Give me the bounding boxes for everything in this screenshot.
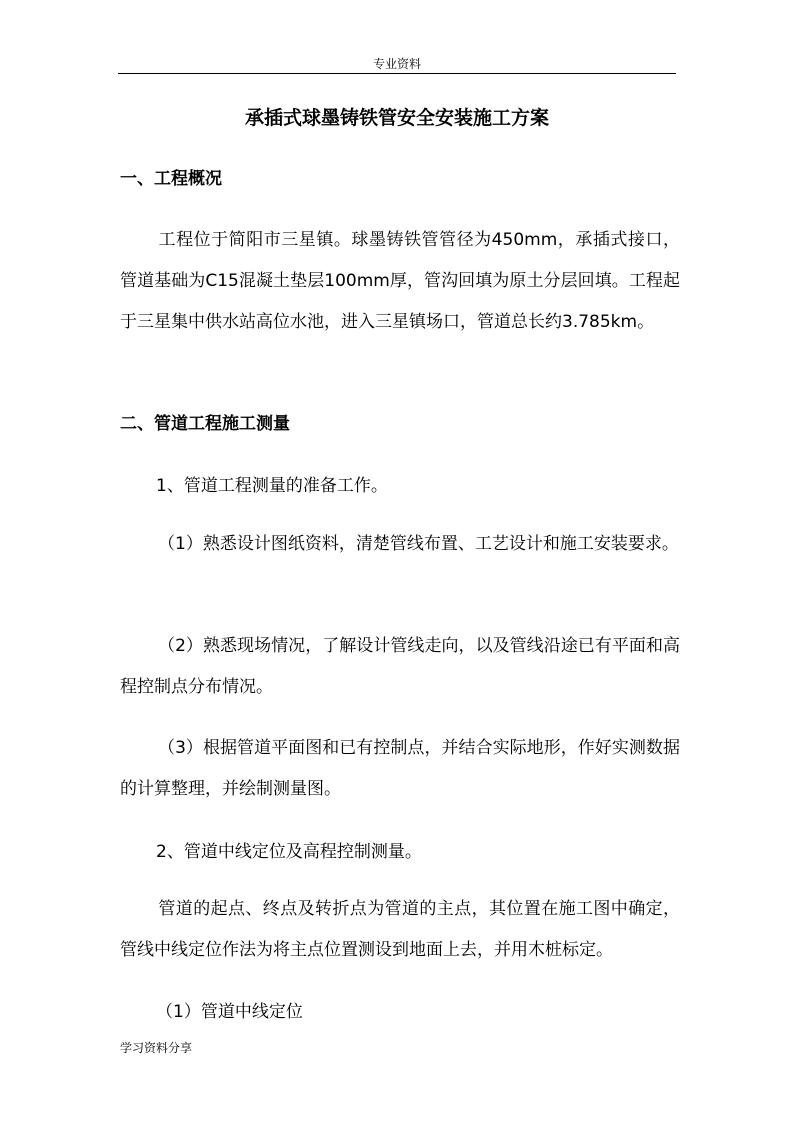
item-1-sub-3-text: （3）根据管道平面图和已有控制点，并结合实际地形，作好实测数据的计算整理，并绘制测量图。 xyxy=(120,738,680,799)
header-divider xyxy=(118,73,676,74)
item-1-sub-2 xyxy=(120,626,680,708)
item-1-label: 1、管道工程测量的准备工作。 xyxy=(156,476,388,496)
section-2-heading: 二、管道工程施工测量 xyxy=(120,414,290,434)
item-1-sub-3 xyxy=(120,728,680,810)
item-2-label: 2、管道中线定位及高程控制测量。 xyxy=(156,842,422,862)
document-title: 承插式球墨铸铁管安全安装施工方案 xyxy=(244,107,549,129)
item-1-sub-1 xyxy=(120,524,680,565)
item-2-sub-1-heading: （1）管道中线定位 xyxy=(156,1002,303,1022)
section-1-heading: 一、工程概况 xyxy=(120,169,222,189)
page-header: 专业资料 xyxy=(372,57,421,71)
section-1-paragraph-text: 工程位于简阳市三星镇。球墨铸铁管管径为450mm，承插式接口，管道基础为C15混凝土垫层100mm厚，管沟回填为原土分层回填。工程起于三星集中供水站高位水池，进入三星镇场口，管道总长约3.785km。 xyxy=(120,230,680,332)
item-2-paragraph-text: 管道的起点、终点及转折点为管道的主点，其位置在施工图中确定，管线中线定位作法为将主点位置测设到地面上去，并用木桩标定。 xyxy=(120,899,680,960)
item-1-sub-2-text: （2）熟悉现场情况，了解设计管线走向，以及管线沿途已有平面和高程控制点分布情况。 xyxy=(120,636,680,697)
section-1-paragraph xyxy=(120,220,680,343)
page-footer: 学习资料分享 xyxy=(120,1041,193,1055)
item-2-paragraph xyxy=(120,889,680,971)
item-1-sub-1-text: （1）熟悉设计图纸资料，清楚管线布置、工艺设计和施工安装要求。 xyxy=(158,534,679,554)
